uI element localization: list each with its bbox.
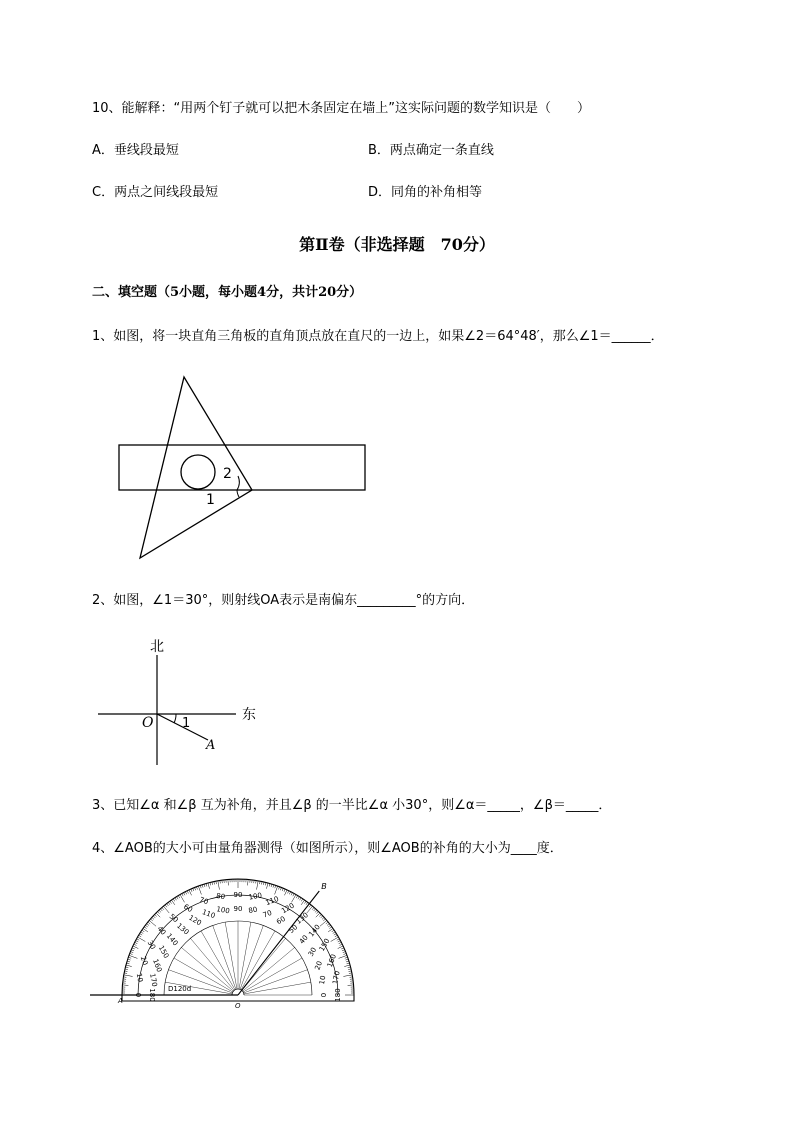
- tick: [168, 902, 170, 904]
- set-square: [140, 377, 252, 558]
- point-a-label: A: [206, 738, 216, 753]
- tick: [332, 930, 334, 932]
- tick: [248, 879, 249, 885]
- inner-scale-label: 30: [306, 946, 319, 958]
- tick: [291, 893, 292, 896]
- inner-scale-label: 100: [215, 905, 231, 916]
- tick: [128, 957, 131, 958]
- angle-1-arc: [237, 490, 239, 497]
- tick: [159, 910, 161, 912]
- outer-scale-label: 0: [134, 992, 142, 998]
- tick: [344, 965, 350, 967]
- tick: [343, 953, 346, 954]
- tick: [284, 890, 287, 895]
- tick: [312, 907, 314, 909]
- tick: [316, 912, 318, 914]
- radial-line: [242, 938, 286, 990]
- tick: [155, 914, 157, 916]
- radial-line: [239, 922, 251, 989]
- tick: [218, 881, 220, 890]
- tick: [132, 948, 135, 949]
- east-label: 东: [242, 707, 256, 723]
- inner-scale-label: 130: [175, 921, 191, 937]
- point-o-label: O: [235, 1002, 241, 1010]
- tick: [328, 925, 330, 927]
- tick: [322, 917, 324, 919]
- tick: [178, 896, 180, 899]
- inner-scale-label: 10: [317, 974, 328, 986]
- tick: [150, 919, 152, 921]
- q10-option-b: B．两点确定一条直线: [368, 143, 494, 158]
- angle-1-arc: [174, 714, 176, 723]
- tick: [175, 898, 177, 901]
- tick: [327, 924, 329, 926]
- ruler-hole: [181, 455, 215, 489]
- inner-scale-label: 170: [148, 972, 159, 988]
- tick: [345, 957, 348, 958]
- tick: [339, 942, 342, 943]
- tick: [314, 909, 316, 911]
- inner-scale-label: 80: [247, 905, 259, 916]
- tick: [208, 883, 210, 889]
- tick: [338, 941, 341, 942]
- tick: [187, 891, 188, 894]
- tick: [185, 892, 186, 895]
- tick: [342, 950, 345, 951]
- tick: [348, 985, 354, 986]
- outer-scale-label: 130: [294, 911, 310, 926]
- tick: [333, 932, 336, 934]
- tick: [138, 937, 146, 942]
- tick: [266, 883, 268, 889]
- tick: [157, 912, 159, 914]
- tick: [321, 916, 323, 918]
- inner-scale-label: 50: [287, 923, 300, 936]
- outer-scale-label: 40: [155, 924, 168, 937]
- tick: [137, 939, 140, 940]
- outer-scale-label: 60: [182, 902, 194, 915]
- tick: [165, 905, 167, 907]
- inner-scale-label: 40: [297, 933, 310, 946]
- tick: [163, 906, 169, 913]
- tick: [288, 891, 289, 894]
- section2-heading: 二、填空题（5小题，每小题4分，共计20分）: [92, 285, 363, 300]
- tick: [335, 935, 338, 937]
- origin-label: O: [142, 715, 154, 731]
- point-a-label: A: [118, 997, 123, 1005]
- inner-scale-label: 70: [261, 908, 273, 920]
- tick: [289, 892, 290, 895]
- inner-scale-label: 110: [200, 908, 217, 921]
- tick: [301, 899, 303, 901]
- inner-scale-label: 20: [313, 960, 325, 972]
- radial-line: [243, 947, 295, 991]
- inner-scale-label: 180: [148, 988, 156, 1002]
- tick: [189, 890, 192, 895]
- q3-stem: 3、已知∠α 和∠β 互为补角，并且∠β 的一半比∠α 小30°，则∠α＝_____，∠β＝_____．: [92, 798, 612, 813]
- point-b-label: B: [321, 881, 327, 891]
- tick: [257, 881, 259, 890]
- tick: [153, 916, 155, 918]
- tick: [182, 894, 183, 897]
- tick: [329, 927, 331, 929]
- tick: [323, 919, 325, 921]
- tick: [282, 888, 283, 891]
- tick: [337, 939, 340, 940]
- outer-scale-label: 80: [215, 891, 226, 902]
- tick: [142, 930, 144, 932]
- tick: [280, 887, 281, 890]
- q1-figure: [100, 370, 380, 570]
- q10-option-c: C．两点之间线段最短: [92, 185, 219, 200]
- inner-scale-label: 120: [187, 913, 203, 928]
- radial-line: [190, 938, 234, 990]
- tick: [292, 895, 297, 903]
- tick: [152, 917, 154, 919]
- angle-2-arc: [237, 476, 239, 490]
- tick: [177, 897, 179, 900]
- outer-scale-label: 160: [325, 953, 339, 969]
- q2-stem: 2、如图，∠1＝30°，则射线OA表示是南偏东_________°的方向．: [92, 593, 475, 608]
- angle-2-label: 2: [223, 466, 232, 482]
- tick: [130, 952, 133, 953]
- tick: [343, 952, 346, 953]
- tick: [341, 948, 344, 949]
- tick: [144, 927, 146, 929]
- outer-scale-label: 150: [317, 937, 332, 953]
- tick: [136, 941, 139, 942]
- tick: [304, 901, 306, 903]
- q1-stem: 1、如图，将一块直角三角板的直角顶点放在直尺的一边上，如果∠2＝64°48′，那么∠1＝______．: [92, 329, 664, 344]
- tick: [306, 902, 308, 904]
- outer-scale-label: 110: [264, 894, 280, 908]
- tick: [135, 942, 138, 943]
- tick: [343, 975, 352, 977]
- protractor-figure: [90, 875, 370, 1010]
- tick: [340, 944, 343, 945]
- q10-option-a: A．垂线段最短: [92, 143, 179, 158]
- outer-scale-label: 50: [167, 912, 180, 925]
- tick: [191, 889, 192, 892]
- tick: [131, 950, 134, 951]
- tick: [284, 889, 285, 892]
- inner-scale-label: 60: [275, 914, 287, 927]
- radial-line: [244, 982, 311, 994]
- tick: [125, 967, 128, 968]
- radial-line: [225, 922, 237, 989]
- tick: [130, 953, 133, 954]
- tick: [140, 934, 143, 936]
- q2-figure: [90, 635, 270, 765]
- q10-option-d: D．同角的补角相等: [368, 185, 483, 200]
- tick: [149, 920, 156, 926]
- tick: [228, 879, 229, 885]
- q10-stem: 10、能解释：“用两个钉子就可以把木条固定在墙上”这实际问题的数学知识是（ ）: [92, 101, 591, 116]
- tick: [300, 898, 302, 901]
- inner-scale-label: 160: [151, 957, 164, 974]
- tick: [326, 922, 328, 924]
- tick: [348, 967, 351, 968]
- model-label: D120d: [168, 985, 192, 993]
- tick: [338, 946, 343, 949]
- tick: [320, 920, 327, 926]
- inner-scale-label: 140: [164, 932, 180, 948]
- tick: [160, 909, 162, 911]
- tick: [331, 937, 339, 942]
- tick: [180, 895, 185, 903]
- inner-scale-label: 150: [156, 944, 171, 960]
- tick: [139, 935, 142, 937]
- outer-scale-label: 180: [334, 988, 342, 1002]
- ruler: [119, 445, 365, 490]
- tick: [334, 934, 337, 936]
- tick: [298, 897, 300, 900]
- outer-scale-label: 100: [248, 891, 263, 902]
- tick: [173, 899, 175, 901]
- tick: [170, 901, 172, 903]
- outer-scale-label: 10: [134, 972, 145, 983]
- tick: [145, 925, 147, 927]
- north-label: 北: [150, 639, 164, 655]
- angle-1-label: 1: [182, 716, 191, 731]
- outer-scale-label: 90: [233, 891, 243, 899]
- tick: [134, 944, 137, 945]
- outer-scale-label: 140: [307, 923, 322, 939]
- tick: [307, 906, 313, 913]
- tick: [125, 969, 128, 970]
- tick: [193, 888, 194, 891]
- tick: [293, 894, 294, 897]
- outer-scale-label: 120: [280, 901, 296, 916]
- outer-scale-label: 170: [331, 970, 342, 985]
- tick: [309, 905, 311, 907]
- tick: [126, 965, 132, 967]
- tick: [124, 975, 133, 977]
- tick: [296, 896, 298, 899]
- tick: [184, 893, 185, 896]
- outer-scale-label: 20: [138, 955, 150, 967]
- tick: [147, 924, 149, 926]
- tick: [319, 914, 321, 916]
- q4-stem: 4、∠AOB的大小可由量角器测得（如图所示），则∠AOB的补角的大小为____度．: [92, 841, 563, 856]
- angle-1-label: 1: [206, 492, 215, 508]
- tick: [148, 922, 150, 924]
- tick: [348, 969, 351, 970]
- tick: [315, 910, 317, 912]
- tick: [195, 887, 196, 890]
- inner-scale-label: 0: [320, 992, 328, 998]
- part2-title: 第Ⅱ卷（非选择题 70分）: [299, 235, 495, 254]
- tick: [141, 932, 144, 934]
- tick: [162, 907, 164, 909]
- outer-scale-label: 70: [198, 895, 210, 907]
- outer-scale-label: 30: [145, 939, 158, 951]
- tick: [167, 904, 169, 906]
- tick: [122, 985, 128, 986]
- inner-scale-label: 90: [233, 905, 243, 913]
- tick: [133, 946, 138, 949]
